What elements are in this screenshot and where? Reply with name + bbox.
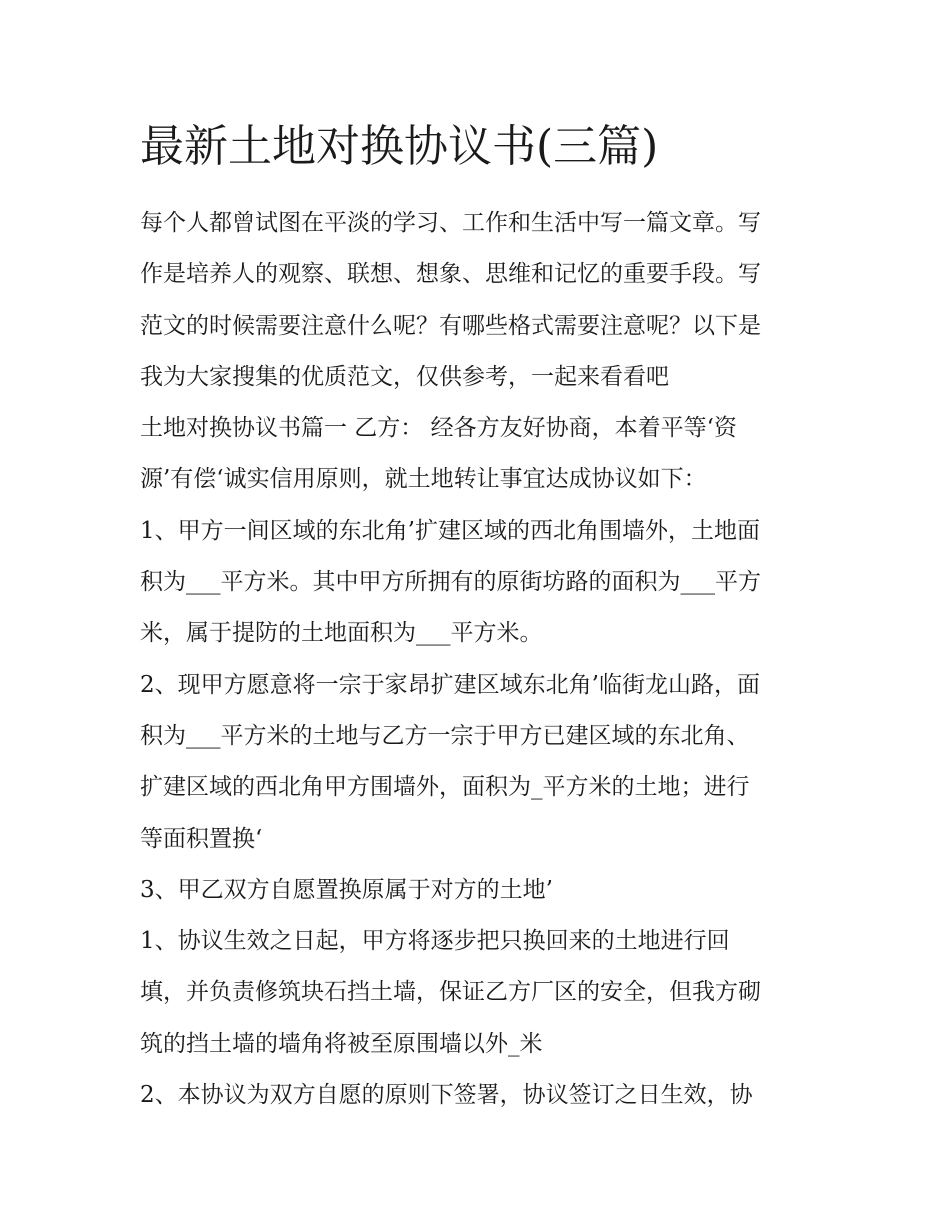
clause-line: 1、甲方一间区域的东北角’扩建区域的西北角围墙外，土地面 — [140, 517, 760, 544]
clause-line: 筑的挡土墙的墙角将被至原围墙以外_米 — [140, 1030, 543, 1057]
clause-line: 3、甲乙双方自愿置换原属于对方的土地’ — [140, 876, 553, 903]
clause-line: 2、本协议为双方自愿的原则下签署，协议签订之日生效，协 — [140, 1082, 753, 1109]
paragraph-line: 作是培养人的观察、联想、想象、思维和记忆的重要手段。写 — [140, 261, 761, 288]
paragraph-line: 源’有偿‘诚实信用原则，就土地转让事宜达成协议如下： — [140, 466, 707, 493]
paragraph-line: 范文的时候需要注意什么呢？有哪些格式需要注意呢？以下是 — [140, 312, 761, 339]
clause-line: 积为___平方米的土地与乙方一宗于甲方已建区域的东北角、 — [140, 722, 750, 749]
clause-line: 等面积置换‘ — [140, 825, 263, 852]
clause-line: 填，并负责修筑块石挡土墙，保证乙方厂区的安全，但我方砌 — [140, 979, 761, 1006]
paragraph-line: 我为大家搜集的优质范文，仅供参考，一起来看看吧 — [140, 363, 669, 390]
clause-line: 1、协议生效之日起，甲方将逐步把只换回来的土地进行回 — [140, 928, 730, 955]
paragraph-line: 每个人都曾试图在平淡的学习、工作和生活中写一篇文章。写 — [140, 210, 761, 236]
document-title: 最新土地对换协议书(三篇) — [140, 121, 659, 172]
clause-line: 米，属于提防的土地面积为___平方米。 — [140, 620, 543, 647]
clause-line: 扩建区域的西北角甲方围墙外，面积为_平方米的土地；进行 — [140, 774, 750, 801]
document-body — [140, 198, 830, 1121]
clause-line: 2、现甲方愿意将一宗于家昂扩建区域东北角’临街龙山路，面 — [140, 671, 760, 698]
clause-line: 积为___平方米。其中甲方所拥有的原街坊路的面积为___平方 — [140, 569, 761, 596]
paragraph-line: 土地对换协议书篇一 乙方： 经各方友好协商，本着平等‘资 — [140, 415, 737, 442]
